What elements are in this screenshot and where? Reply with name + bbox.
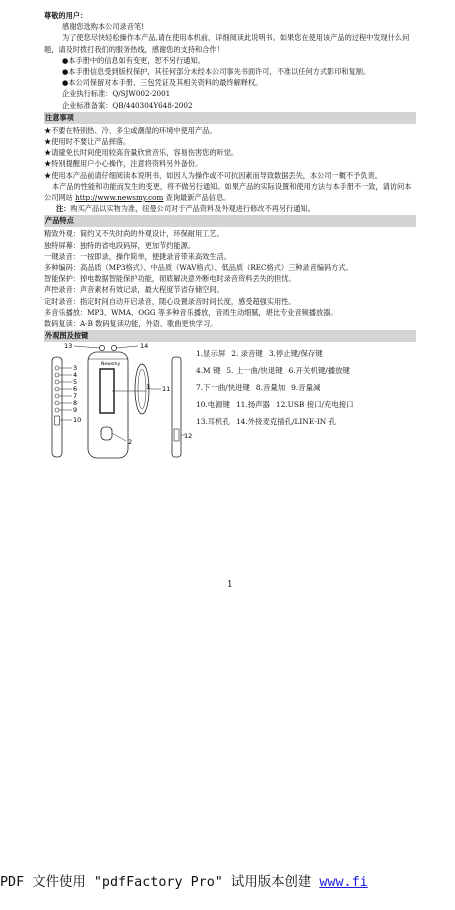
- button-legend: [196, 345, 416, 430]
- callout-1: 1: [146, 383, 151, 392]
- callout-6: 6: [73, 385, 78, 394]
- feature-label: 数码复读：: [44, 319, 80, 329]
- callout-11: 11: [162, 385, 171, 394]
- notice-bullet: ●本手册信息受到版权保护，其任何部分未经本公司事先书面许可，不准以任何方式影印和复制。: [62, 67, 371, 77]
- notice-bullet: ●本手册中的信息如有变更，恕不另行通知。: [62, 55, 205, 65]
- legend-row: [196, 379, 416, 396]
- feature-text: 掉电数据智能保护功能，彻底解决意外断电时录音资料丢失的担忧。: [79, 274, 296, 284]
- update-note-text: 本产品的性能和功能而发生的变更，将不做另行通知。如果产品的实际设置和使用方法与本手册不一致，请访问本公司网站: [44, 181, 412, 203]
- note-item: ★不要在特别热、冷、多尘或潮湿的环境中使用产品。: [44, 125, 217, 135]
- legend-row: [196, 345, 416, 362]
- feature-text: MP3、WMA、OGG 等多种音乐播放，音质生动细腻，堪比专业音频播放器。: [87, 307, 338, 317]
- note-item: ★使用时不要让产品摔落。: [44, 137, 131, 147]
- callout-9: 9: [73, 406, 78, 415]
- callout-10: 10: [73, 416, 82, 425]
- feature-label: 智能保护：: [44, 274, 80, 284]
- greeting-thanks: 感谢您选购本公司录音笔!: [62, 22, 144, 32]
- legend-row: [196, 362, 416, 379]
- device-display: [100, 369, 114, 413]
- side-buttons: [55, 366, 60, 425]
- feature-item: [44, 251, 416, 262]
- feature-item: [44, 228, 416, 239]
- greeting-intro: 为了使您尽快轻松操作本产品,请在使用本机前，详细阅读此说明书。如果您在使用该产品的过程中发现什么问题，请及时拨打我们的服务热线，感谢您的支持和合作！: [44, 33, 410, 54]
- footer-text: PDF 文件使用 "pdfFactory Pro" 试用版本创建: [0, 875, 320, 890]
- purchase-note-text: 购买产品以实物为准，纽曼公司对于产品资料及外观进行修改不再另行通知。: [70, 204, 315, 214]
- legend-row: [196, 413, 416, 430]
- feature-label: 独特屏幕：: [44, 240, 80, 250]
- feature-text: 一按即录，操作简单，便捷录音带来高效生活。: [79, 251, 231, 261]
- section-heading-features: 产品特点: [44, 215, 416, 227]
- feature-text: A-B 数码复读功能，外语、歌曲更快学习。: [79, 319, 218, 329]
- feature-text: 声音素材有效记录，最大程度节省存储空间。: [79, 285, 224, 295]
- feature-label: 多种编码：: [44, 263, 80, 273]
- feature-item: [44, 273, 416, 284]
- legend-item: 6.开关机键/播放键: [288, 366, 350, 376]
- feature-item: [44, 318, 416, 329]
- legend-item: 9.音量减: [291, 383, 321, 393]
- purchase-note-label: 注：: [56, 204, 71, 214]
- feature-label: 精致外观：: [44, 229, 80, 239]
- feature-list: [44, 228, 416, 329]
- legend-row: [196, 396, 416, 413]
- callout-4: 4: [73, 371, 78, 380]
- feature-text: 简约又不失时尚的外观设计，环保耐用工艺。: [79, 229, 224, 239]
- feature-item: [44, 296, 416, 307]
- note-item: ★特别提醒用户小心操作，注意将资料另外备份。: [44, 159, 203, 169]
- legend-item: 13.耳机孔: [196, 417, 230, 427]
- note-item: ★使用本产品前请仔细阅读本说明书，如因人为操作或不可抗因素而导致数据丢失，本公司一概不予负责。: [44, 170, 382, 180]
- device-record-button: [101, 427, 112, 440]
- feature-item: [44, 284, 416, 295]
- legend-item: 10.电源键: [196, 400, 230, 410]
- device-figure: [44, 343, 416, 461]
- legend-item: 1.显示屏: [196, 349, 226, 359]
- feature-item: [44, 307, 416, 318]
- callout-8: 8: [73, 399, 78, 408]
- legend-item: 12.USB 接口/充电接口: [275, 400, 354, 410]
- feature-text: 高品质（MP3格式）、中品质（WAV格式）、低品质（REC格式）三种录音编码方式。: [79, 263, 353, 273]
- legend-item: 8.音量加: [255, 383, 286, 393]
- callout-14: 14: [140, 343, 149, 351]
- feature-item: [44, 240, 416, 251]
- feature-text: 独特的省电段码屏，更加节约能源。: [79, 240, 195, 250]
- legend-item: 7.下一曲/快进键: [196, 383, 250, 393]
- feature-item: [44, 262, 416, 273]
- note-item: ★请避免长时间使用较高音量欣赏音乐，容易伤害您的听觉。: [44, 148, 239, 158]
- callout-2: 2: [128, 438, 133, 447]
- page-content: [44, 10, 416, 461]
- feature-label: 多音乐播放：: [44, 307, 88, 317]
- legend-item: 2. 录音键: [231, 349, 263, 359]
- legend-item: 14.外接麦克插孔/LINE-IN 孔: [235, 417, 336, 427]
- feature-label: 声控录音：: [44, 285, 80, 295]
- callout-7: 7: [73, 392, 78, 401]
- purchase-note: [44, 203, 416, 214]
- callout-5: 5: [73, 378, 78, 387]
- pdf-footer: [0, 877, 368, 888]
- section-heading-notes: 注意事项: [44, 112, 416, 124]
- callout-13: 13: [64, 343, 73, 351]
- record-line: 企业标准备案：QB/440304Y648-2002: [62, 100, 193, 110]
- feature-label: 定时录音：: [44, 296, 80, 306]
- legend-item: 4.M 键: [196, 366, 221, 376]
- page-number: 1: [227, 580, 233, 590]
- update-note-tail: 查询最新产品信息。: [165, 193, 231, 203]
- section-heading-diagram: 外观图及按键: [44, 330, 416, 342]
- feature-label: 一键录音：: [44, 251, 80, 261]
- device-usb-side: [172, 357, 181, 457]
- greeting-title: 尊敬的用户：: [44, 11, 88, 20]
- device-side-view: [52, 357, 62, 457]
- standard-line: 企业执行标准：Q/SJW002-2001: [62, 89, 171, 99]
- callout-12: 12: [184, 432, 193, 441]
- footer-link[interactable]: www.fi: [319, 875, 368, 890]
- device-diagram: [44, 343, 194, 461]
- legend-item: 3.停止键/保存键: [268, 349, 323, 359]
- legend-item: 5. 上一曲/快退键: [226, 366, 283, 376]
- website-link[interactable]: http://www.newsmy.com: [75, 193, 164, 203]
- legend-item: 11.扬声器: [235, 400, 270, 410]
- feature-text: 指定时间自动开启录音，随心设置录音时间长度，感受超强实用性。: [79, 296, 296, 306]
- notice-bullet: ●本公司保留对本手册、三包凭证及其相关资料的最终解释权。: [62, 78, 263, 88]
- device-brand: Newsmy: [101, 362, 121, 368]
- callout-3: 3: [73, 364, 78, 373]
- update-note: [44, 181, 416, 203]
